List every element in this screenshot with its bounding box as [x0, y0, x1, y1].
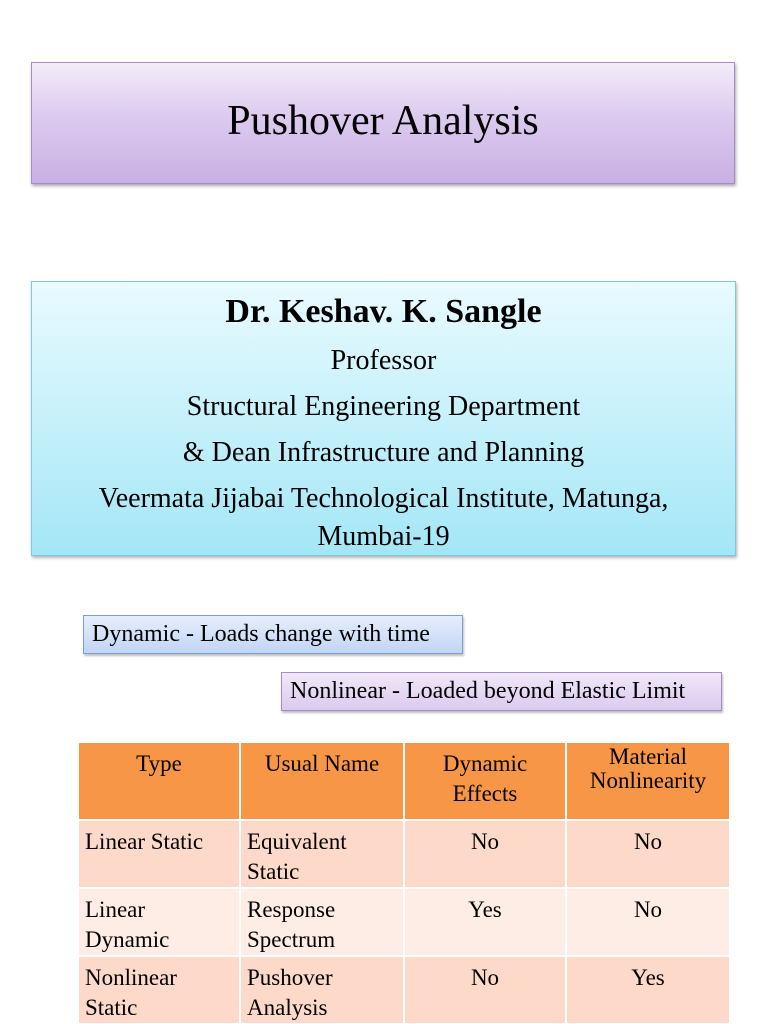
cell-usual-name: Pushover Analysis: [240, 956, 404, 1024]
table-row: [78, 888, 730, 956]
author-department: Structural Engineering Department: [186, 391, 581, 422]
cell-usual-name: Response Spectrum: [240, 888, 404, 956]
table-row: [78, 820, 730, 888]
table-header-row: [78, 742, 730, 820]
nonlinear-note: Nonlinear - Loaded beyond Elastic Limit: [281, 672, 722, 711]
author-box: [31, 281, 736, 556]
cell-type: Linear Static: [78, 820, 240, 888]
cell-material-nonlinearity: No: [566, 820, 730, 888]
cell-material-nonlinearity: Yes: [566, 956, 730, 1024]
cell-dynamic-effects: No: [404, 820, 566, 888]
table-row: [78, 956, 730, 1024]
header-usual-name: Usual Name: [240, 742, 404, 820]
header-material-nonlinearity: Material Nonlinearity: [566, 742, 730, 820]
cell-dynamic-effects: No: [404, 956, 566, 1024]
slide-title: Pushover Analysis: [227, 98, 539, 144]
cell-material-nonlinearity: No: [566, 888, 730, 956]
cell-type: Linear Dynamic: [78, 888, 240, 956]
analysis-comparison-table: [77, 741, 731, 1024]
cell-usual-name: Equivalent Static: [240, 820, 404, 888]
header-type: Type: [78, 742, 240, 820]
cell-type: Nonlinear Static: [78, 956, 240, 1024]
author-dean-role: & Dean Infrastructure and Planning: [182, 437, 585, 468]
author-institute: Veermata Jijabai Technological Institute, Matunga, Mumbai-19: [98, 483, 669, 552]
dynamic-note: Dynamic - Loads change with time: [83, 615, 463, 654]
title-box: [31, 62, 735, 184]
author-position: Professor: [330, 345, 437, 376]
cell-dynamic-effects: Yes: [404, 888, 566, 956]
author-name: Dr. Keshav. K. Sangle: [225, 293, 542, 330]
header-dynamic-effects: Dynamic Effects: [404, 742, 566, 820]
